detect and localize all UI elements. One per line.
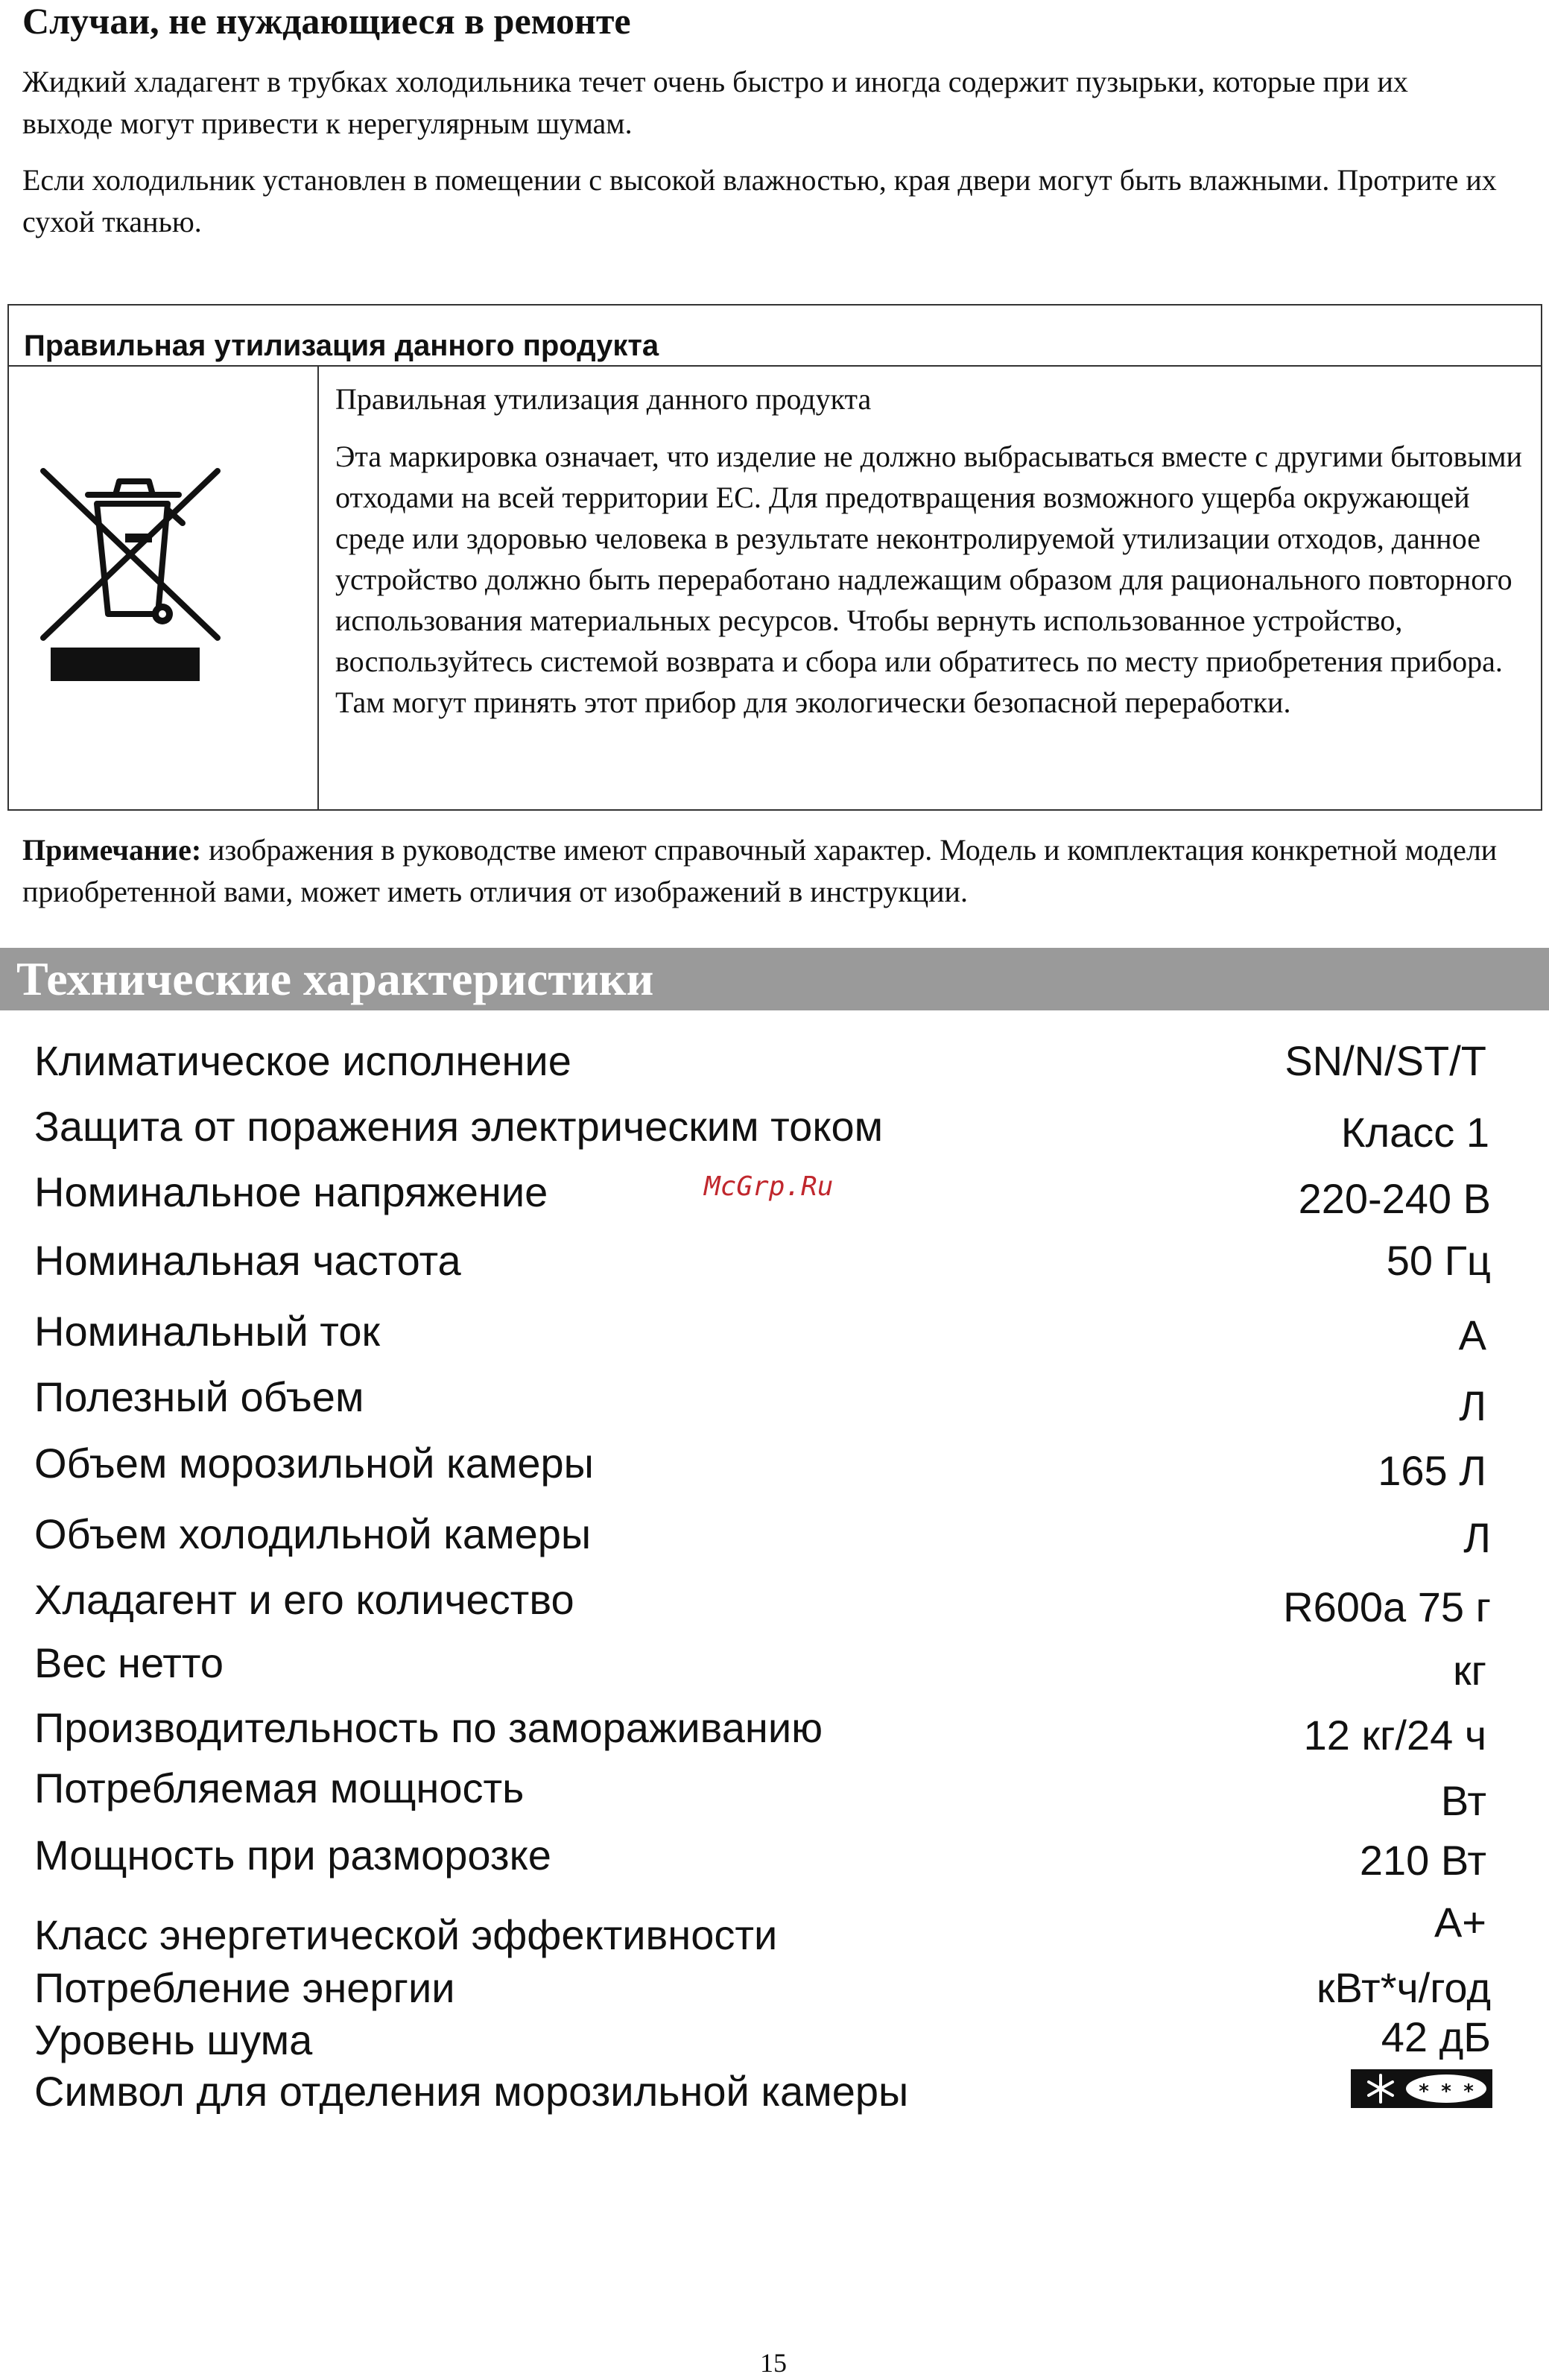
spec-value-voltage: 220-240 В: [1298, 1175, 1491, 1222]
specs-banner: [0, 948, 1549, 1010]
spec-label-useful-volume: Полезный объем: [34, 1373, 364, 1420]
spec-value-freezer-volume: 165 Л: [1378, 1447, 1486, 1494]
disposal-icon-cell: [9, 367, 319, 809]
spec-value-net-weight: кг: [1453, 1647, 1486, 1694]
crossed-wheelie-bin-icon: [37, 465, 224, 681]
spec-label-refrigerant: Хладагент и его количество: [34, 1576, 574, 1623]
spec-label-noise-level: Уровень шума: [34, 2016, 313, 2063]
spec-value-frequency: 50 Гц: [1386, 1237, 1491, 1284]
spec-label-climate-class: Климатическое исполнение: [34, 1037, 571, 1084]
disposal-description: Эта маркировка означает, что изделие не должно выбрасываться вместе с другими бытовыми отходами на всей территории ЕС. Для предотвращения возможного ущерба окружающей среде или здоровью человека в результате неконтролируемой утилизации отходов, данное устройство должно быть переработано надлежащим образом для рационального повторного использования материальных ресурсов. Чтобы вернуть использованное устройство, воспользуйтесь системой возврата и сбора или обратитесь по месту приобретения прибора. Там могут принять этот прибор для экологически безопасной переработки.: [335, 440, 1522, 719]
spec-label-power-consumption: Потребляемая мощность: [34, 1765, 525, 1811]
spec-value-useful-volume: Л: [1459, 1382, 1486, 1429]
svg-text:*: *: [1419, 2080, 1429, 2103]
spec-value-noise-level: 42 дБ: [1381, 2013, 1491, 2060]
disposal-text-block: [335, 379, 1527, 723]
page-number: 15: [760, 2348, 787, 2378]
spec-label-energy-class: Класс энергетической эффективности: [34, 1911, 778, 1958]
spec-value-fridge-volume: Л: [1463, 1514, 1491, 1561]
spec-value-climate-class: SN/N/ST/T: [1285, 1037, 1486, 1084]
specs-title: Технические характеристики: [16, 952, 654, 1005]
note-label: Примечание:: [22, 833, 202, 867]
spec-label-frequency: Номинальная частота: [34, 1237, 461, 1284]
note-text: изображения в руководстве имеют справочный характер. Модель и комплектация конкретной модели приобретенной вами, может иметь отличия от изображений в инструкции.: [22, 833, 1498, 908]
disposal-subtitle: Правильная утилизация данного продукта: [335, 382, 872, 416]
spec-value-energy-consumption: кВт*ч/год: [1317, 1964, 1491, 2011]
spec-label-energy-consumption: Потребление энергии: [34, 1964, 455, 2011]
spec-label-defrost-power: Мощность при разморозке: [34, 1832, 551, 1879]
spec-value-energy-class: А+: [1434, 1899, 1486, 1946]
disposal-table: [7, 304, 1542, 811]
spec-value-refrigerant: R600a 75 г: [1283, 1583, 1491, 1630]
spec-label-voltage: Номинальное напряжение: [34, 1168, 548, 1215]
spec-label-freezer-symbol: Символ для отделения морозильной камеры: [34, 2068, 909, 2115]
spec-value-power-consumption: Вт: [1440, 1777, 1486, 1824]
svg-text:*: *: [1463, 2080, 1474, 2103]
no-repair-paragraph-2: Если холодильник установлен в помещении с высокой влажностью, края двери могут быть влажными. Протрите их сухой тканью.: [22, 163, 1497, 238]
watermark: McGrp.Ru: [704, 1171, 834, 1202]
spec-label-freezer-volume: Объем морозильной камеры: [34, 1440, 594, 1487]
spec-value-freezing-capacity: 12 кг/24 ч: [1303, 1712, 1486, 1759]
spec-value-defrost-power: 210 Вт: [1359, 1837, 1486, 1884]
svg-text:*: *: [1441, 2080, 1451, 2103]
no-repair-paragraph-1: Жидкий хладагент в трубках холодильника течет очень быстро и иногда содержит пузырьки, которые при их выходе могут привести к нерегулярным шумам.: [22, 65, 1408, 140]
spec-label-freezing-capacity: Производительность по замораживанию: [34, 1704, 823, 1751]
disposal-header: Правильная утилизация данного продукта: [9, 306, 1541, 367]
spec-label-net-weight: Вес нетто: [34, 1639, 224, 1686]
spec-value-current: А: [1458, 1311, 1486, 1358]
spec-label-shock-protection: Защита от поражения электрическим током: [34, 1103, 884, 1150]
four-star-freezer-icon: [1351, 2069, 1492, 2108]
spec-label-fridge-volume: Объем холодильной камеры: [34, 1510, 592, 1557]
spec-label-current: Номинальный ток: [34, 1308, 380, 1355]
note: [22, 829, 1535, 913]
spec-value-shock-protection: Класс 1: [1340, 1109, 1489, 1156]
no-repair-title: Случаи, не нуждающиеся в ремонте: [22, 0, 631, 42]
